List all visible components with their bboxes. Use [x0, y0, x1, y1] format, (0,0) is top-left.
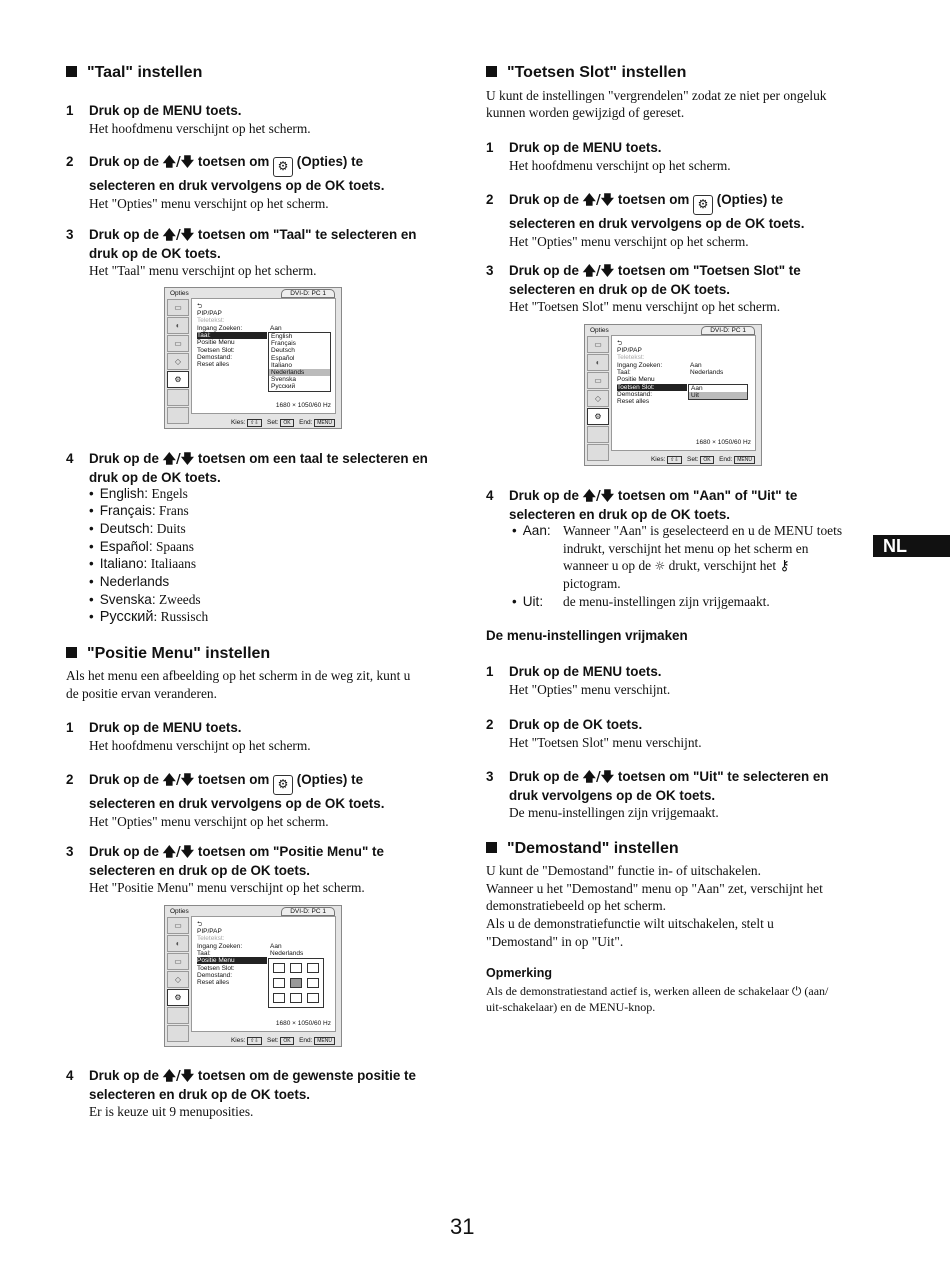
power-icon: ⏻ — [791, 984, 802, 998]
language-item: • Русский: Russisch — [89, 609, 209, 625]
options-icon: ⚙ — [167, 989, 189, 1006]
language-item: • Svenska: Zweeds — [89, 592, 201, 607]
options-icon: ⚙ — [693, 195, 713, 215]
osd-menu-panel: ⮌ PIP/PAP Teletekst: Ingang Zoeken: Aan Taal: Nederlands Positie Menu Toetsen Slot: Demostand: Reset alles Aan Uit 1680 × 1050/60 Hz — [611, 335, 756, 451]
picture-icon: ▭ — [167, 917, 189, 934]
osd-footer: Kies: ⇧⇩ Set: OK End: MENU — [651, 456, 755, 464]
options-icon: ⚙ — [587, 408, 609, 425]
screen-icon: ▭ — [167, 335, 189, 352]
section-heading-positie-menu: "Positie Menu" instellen — [66, 645, 270, 663]
osd-on-off-list: Aan Uit — [688, 384, 748, 400]
vrijmaken-step-3: 3 Druk op de 🡅/🡇 toetsen om "Uit" te selecteren en druk vervolgens op de OK toets. De menu-instellingen zijn vrijgemaakt. — [486, 769, 829, 820]
positie-step-4: 4 Druk op de 🡅/🡇 toetsen om de gewenste positie te selecteren en druk op de OK toets. Er is keuze uit 9 menuposities. — [66, 1068, 416, 1119]
up-down-arrow-icon: 🡅/🡇 — [162, 452, 195, 467]
square-bullet-icon — [66, 647, 77, 658]
osd-menu-panel: ⮌ PIP/PAP Teletekst: Ingang Zoeken: Aan Taal: Positie Menu Toetsen Slot: Demostand: Reset alles English Français Deutsch Español Italiano Nederlands Svenska Русский 1680 × 1050/60 Hz — [191, 298, 336, 414]
color-icon: ◐ — [167, 317, 189, 334]
subheading-vrijmaken: De menu-instellingen vrijmaken — [486, 628, 688, 643]
page-number: 31 — [450, 1214, 475, 1239]
square-bullet-icon — [486, 66, 497, 77]
up-down-arrow-icon: 🡅/🡇 — [582, 193, 615, 208]
osd-footer: Kies: ⇧⇩ Set: OK End: MENU — [231, 1037, 335, 1045]
cube-icon: ◇ — [587, 390, 609, 407]
up-down-arrow-icon: 🡅/🡇 — [582, 489, 615, 504]
taal-step-1: 1 Druk op de MENU toets. Het hoofdmenu verschijnt op het scherm. — [66, 103, 311, 136]
brightness-icon: ☼ — [654, 559, 666, 573]
up-down-arrow-icon: 🡅/🡇 — [582, 770, 615, 785]
options-icon: ⚙ — [273, 775, 293, 795]
option-uit: • Uit: — [512, 594, 544, 609]
osd-icon-column — [587, 336, 609, 462]
osd-icon-column — [167, 299, 189, 425]
osd-screenshot-toetsen-slot: Opties DVI-D: PC 1 ▭ ◐ ▭ ◇ ⚙ ⮌ PIP/PAP Teletekst: Ingang Zoeken: Aan Taal: Nederlands Positie Menu Toetsen Slot: Demostand: Reset alles Aan Uit 1680 × 1050/60 Hz Kies: ⇧⇩ Set: OK End: MENU — [584, 324, 762, 466]
osd-footer: Kies: ⇧⇩ Set: OK End: MENU — [231, 419, 335, 427]
osd-position-grid — [268, 958, 324, 1008]
taal-step-3: 3 Druk op de 🡅/🡇 toetsen om "Taal" te selecteren en druk op de OK toets. Het "Taal" menu verschijnt op het scherm. — [66, 227, 417, 278]
toetsen-step-1: 1 Druk op de MENU toets. Het hoofdmenu verschijnt op het scherm. — [486, 140, 731, 173]
toetsen-step-2: 2 Druk op de 🡅/🡇 toetsen om ⚙ (Opties) te selecteren en druk vervolgens op de OK toets. Het "Opties" menu verschijnt op het scherm. — [486, 192, 805, 249]
up-down-arrow-icon: 🡅/🡇 — [582, 264, 615, 279]
language-item: • English: Engels — [89, 486, 188, 501]
screen-icon: ▭ — [167, 953, 189, 970]
language-side-tab: NL — [873, 535, 950, 557]
taal-step-4: 4 Druk op de 🡅/🡇 toetsen om een taal te selecteren en druk op de OK toets. — [66, 451, 428, 485]
toetsen-step-3: 3 Druk op de 🡅/🡇 toetsen om "Toetsen Slot" te selecteren en druk op de OK toets. Het "Toetsen Slot" menu verschijnt op het scherm. — [486, 263, 801, 314]
cube-icon: ◇ — [167, 971, 189, 988]
section-heading-demostand: "Demostand" instellen — [486, 840, 679, 858]
aan-line-3: wanneer u op de ☼ drukt, verschijnt het ⚷ — [563, 558, 790, 574]
up-down-arrow-icon: 🡅/🡇 — [162, 155, 195, 170]
up-down-arrow-icon: 🡅/🡇 — [162, 228, 195, 243]
language-item: • Nederlands — [89, 574, 170, 589]
positie-step-3: 3 Druk op de 🡅/🡇 toetsen om "Positie Menu" te selecteren en druk op de OK toets. Het "Positie Menu" menu verschijnt op het scherm. — [66, 844, 384, 895]
square-bullet-icon — [486, 842, 497, 853]
options-icon: ⚙ — [273, 157, 293, 177]
options-icon: ⚙ — [167, 371, 189, 388]
positie-step-1: 1 Druk op de MENU toets. Het hoofdmenu verschijnt op het scherm. — [66, 720, 311, 753]
key-icon: ⚷ — [779, 558, 790, 574]
color-icon: ◐ — [587, 354, 609, 371]
note-line-1: Als de demonstratiestand actief is, werken alleen de schakelaar ⏻ (aan/ — [486, 984, 829, 998]
option-aan: • Aan: — [512, 523, 551, 538]
language-item: • Deutsch: Duits — [89, 521, 186, 536]
osd-menu-panel: ⮌ PIP/PAP Teletekst: Ingang Zoeken: Aan Taal: Nederlands Positie Menu Toetsen Slot: Demostand: Reset alles 1680 × 1050/60 Hz — [191, 916, 336, 1032]
language-item: • Español: Spaans — [89, 539, 194, 554]
picture-icon: ▭ — [587, 336, 609, 353]
toetsen-step-4: 4 Druk op de 🡅/🡇 toetsen om "Aan" of "Uit" te selecteren en druk op de OK toets. — [486, 488, 798, 522]
taal-step-2: 2 Druk op de 🡅/🡇 toetsen om ⚙ (Opties) te selecteren en druk vervolgens op de OK toets. Het "Opties" menu verschijnt op het scherm. — [66, 154, 385, 211]
osd-screenshot-taal: Opties DVI-D: PC 1 ▭ ◐ ▭ ◇ ⚙ ⮌ PIP/PAP Teletekst: Ingang Zoeken: Aan Taal: Positie Menu Toetsen Slot: Demostand: Reset alles English Français Deutsch Español Italiano Nederlands Svenska Русский 1680 × 1050/60 Hz Kies: ⇧⇩ Set: OK End: MENU — [164, 287, 342, 429]
vrijmaken-step-1: 1 Druk op de MENU toets. Het "Opties" menu verschijnt. — [486, 664, 671, 697]
osd-language-list: English Français Deutsch Español Italiano Nederlands Svenska Русский — [268, 332, 331, 392]
square-bullet-icon — [66, 66, 77, 77]
up-down-arrow-icon: 🡅/🡇 — [162, 845, 195, 860]
color-icon: ◐ — [167, 935, 189, 952]
up-down-arrow-icon: 🡅/🡇 — [162, 1069, 195, 1084]
osd-icon-column — [167, 917, 189, 1043]
positie-step-2: 2 Druk op de 🡅/🡇 toetsen om ⚙ (Opties) te selecteren en druk vervolgens op de OK toets. Het "Opties" menu verschijnt op het scherm. — [66, 772, 385, 829]
language-item: • Italiano: Italiaans — [89, 556, 197, 571]
language-item: • Français: Frans — [89, 503, 189, 518]
picture-icon: ▭ — [167, 299, 189, 316]
section-heading-toetsen-slot: "Toetsen Slot" instellen — [486, 64, 686, 82]
screen-icon: ▭ — [587, 372, 609, 389]
vrijmaken-step-2: 2 Druk op de OK toets. Het "Toetsen Slot" menu verschijnt. — [486, 717, 702, 750]
up-down-arrow-icon: 🡅/🡇 — [162, 773, 195, 788]
osd-screenshot-positie-menu: Opties DVI-D: PC 1 ▭ ◐ ▭ ◇ ⚙ ⮌ PIP/PAP Teletekst: Ingang Zoeken: Aan Taal: Nederlands Positie Menu Toetsen Slot: Demostand: Reset alles 1680 × 1050/60 Hz Kies: ⇧⇩ Set: OK End: MENU — [164, 905, 342, 1047]
section-heading-taal: "Taal" instellen — [66, 64, 202, 82]
cube-icon: ◇ — [167, 353, 189, 370]
note-heading: Opmerking — [486, 966, 552, 980]
